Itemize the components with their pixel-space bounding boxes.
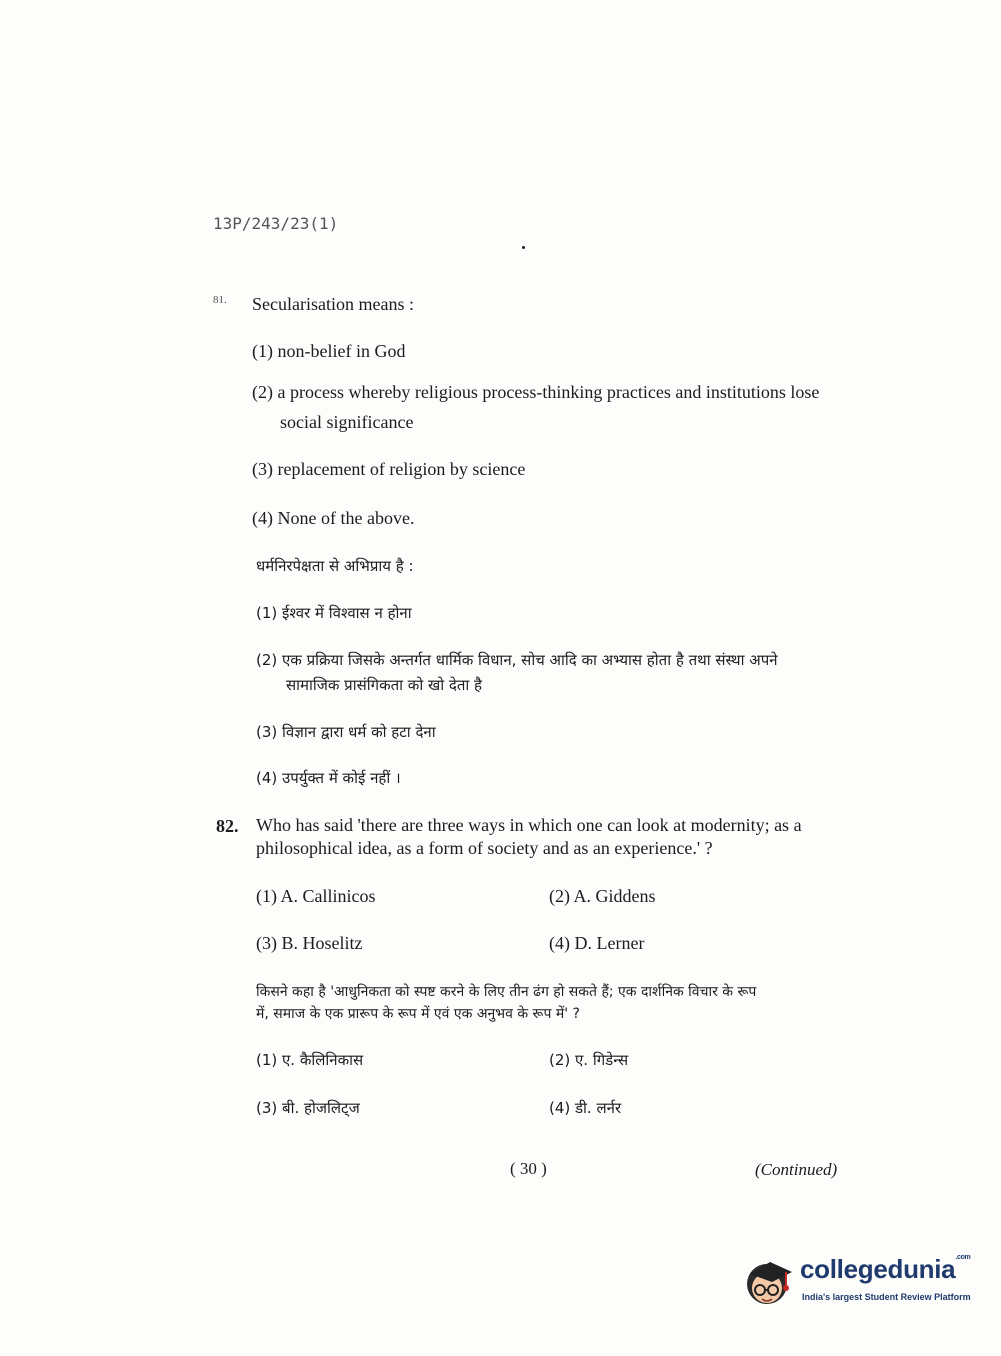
q82-stem-en-line2: philosophical idea, as a form of society and as an experience.' ? [256,838,713,858]
q81-option-4-hi: (4) उपर्युक्त में कोई नहीं । [256,769,401,787]
q81-option-1-en: (1) non-belief in God [252,341,406,361]
q81-stem-hi: धर्मनिरपेक्षता से अभिप्राय है : [256,557,414,575]
q82-option-3-en: (3) B. Hoselitz [256,933,363,953]
mascot-icon [742,1248,798,1314]
continued-note: (Continued) [755,1160,838,1179]
q81-option-2-hi: (2) एक प्रक्रिया जिसके अन्तर्गत धार्मिक विधान, सोच आदि का अभ्यास होता है तथा संस्था अपने [256,651,778,669]
q81-option-3-en: (3) replacement of religion by science [252,459,526,479]
q81-option-3-hi: (3) विज्ञान द्वारा धर्म को हटा देना [256,723,436,741]
q82-option-2-hi: (2) ए. गिडेन्स [549,1051,629,1069]
q82-stem-hi-line1: किसने कहा है 'आधुनिकता को स्पष्ट करने के लिए तीन ढंग हो सकते हैं; एक दार्शनिक विचार के रूप [256,984,757,1000]
paper-code: 13P/243/23(1) [213,214,339,233]
q82-stem-en-line1: Who has said 'there are three ways in which one can look at modernity; as a [256,815,802,835]
collegedunia-logo [742,1248,972,1314]
q81-option-4-en: (4) None of the above. [252,508,415,528]
q82-option-2-en: (2) A. Giddens [549,886,656,906]
q81-option-1-hi: (1) ईश्वर में विश्वास न होना [256,604,412,622]
q82-option-4-en: (4) D. Lerner [549,933,645,953]
q82-option-1-en: (1) A. Callinicos [256,886,376,906]
q81-option-2-en: (2) a process whereby religious process-thinking practices and institutions lose [252,382,820,402]
q82-number: 82. [216,816,239,836]
q82-stem-hi-line2: में, समाज के एक प्रारूप के रूप में एवं एक अनुभव के रूप में' ? [256,1006,580,1022]
speck [522,246,525,249]
q81-option-2-en-cont: social significance [280,412,414,432]
page-number: ( 30 ) [510,1159,547,1178]
q81-option-2-hi-cont: सामाजिक प्रासंगिकता को खो देता है [286,676,483,694]
q82-option-1-hi: (1) ए. कैलिनिकास [256,1051,364,1069]
q82-option-4-hi: (4) डी. लर्नर [549,1099,622,1117]
logo-tagline: India's largest Student Review Platform [802,1292,971,1302]
logo-wordmark: collegedunia$^{.com}$ [800,1254,971,1284]
q81-number: 81. [213,294,227,306]
q81-stem-en: Secularisation means : [252,294,414,314]
q82-option-3-hi: (3) बी. होजलिट्ज [256,1099,360,1117]
